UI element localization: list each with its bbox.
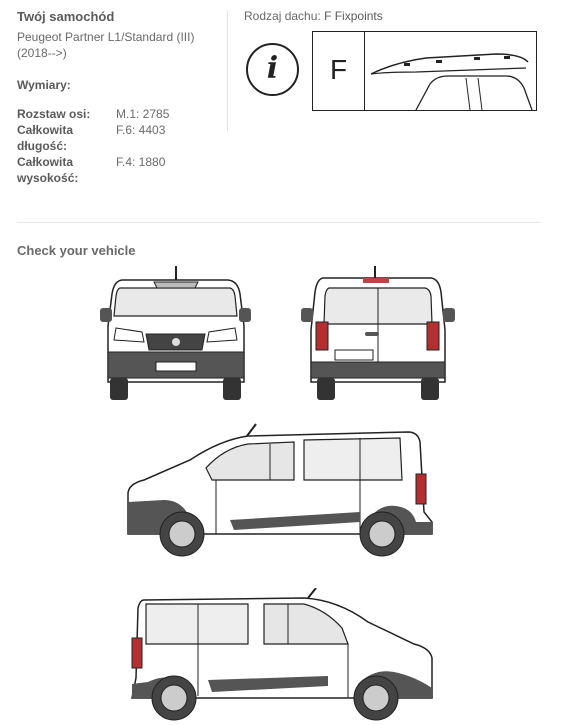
dimension-row-length: [17, 122, 222, 154]
roof-type-label: [244, 9, 383, 23]
column-divider: [227, 10, 228, 131]
info-icon[interactable]: [246, 43, 299, 96]
dimension-label: Rozstaw osi:: [17, 107, 91, 121]
dimension-value: F.4: 1880: [116, 155, 166, 169]
roof-letter: F: [329, 54, 348, 85]
roof-type-value: F Fixpoints: [324, 9, 383, 23]
dimension-label: Całkowita długość:: [17, 123, 74, 153]
dimension-value: M.1: 2785: [116, 107, 170, 121]
vehicle-model: Peugeot Partner L1/Standard (III) (2018-->): [17, 30, 195, 60]
dimensions-heading: Wymiary:: [17, 78, 71, 92]
dimension-row-height: [17, 154, 222, 186]
vehicle-front-view: [98, 266, 253, 402]
section-divider: [17, 222, 541, 223]
check-vehicle-heading: Check your vehicle: [17, 243, 136, 258]
vehicle-side-view-left: [120, 422, 438, 560]
dimension-value: F.6: 4403: [116, 123, 166, 137]
roof-type-diagram: [312, 31, 537, 111]
info-symbol: i: [266, 51, 279, 86]
dimensions-table: [17, 106, 222, 186]
roof-letter-cell: [313, 32, 365, 110]
dimension-label: Całkowita wysokość:: [17, 155, 79, 185]
vehicle-rear-view: [299, 266, 457, 402]
vehicle-title: Twój samochód: [17, 9, 115, 24]
roof-type-caption: Rodzaj dachu:: [244, 9, 321, 23]
dimension-row-wheelbase: [17, 106, 222, 122]
roof-fixpoints-illustration: [366, 32, 537, 110]
vehicle-side-view-right: [128, 588, 440, 722]
vehicle-info-panel: [17, 9, 222, 186]
